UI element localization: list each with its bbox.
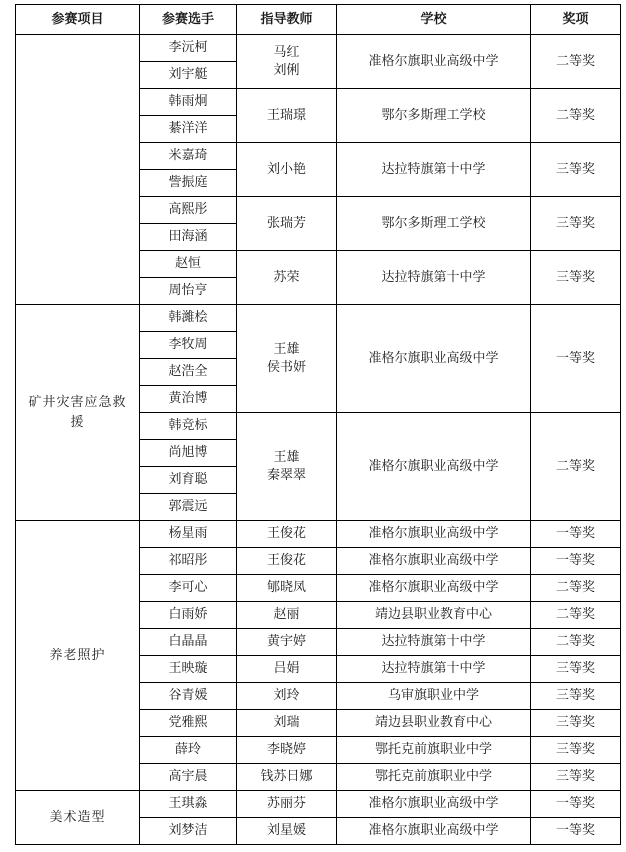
teacher-name: 王俊花 (266, 553, 306, 568)
school-name: 达拉特旗第十中学 (337, 656, 531, 683)
teacher-cell (237, 413, 337, 521)
teacher-cell (237, 656, 337, 683)
teacher-cell (237, 548, 337, 575)
teacher-cell (237, 683, 337, 710)
header-teacher: 指导教师 (237, 5, 337, 35)
event-cell (16, 521, 140, 791)
player-name: 党雅熙 (140, 710, 237, 737)
teacher-name: 刘小艳 (266, 161, 306, 177)
teacher-name: 刘玲 (273, 688, 300, 703)
school-name: 达拉特旗第十中学 (337, 629, 531, 656)
teacher-name: 苏荣 (273, 269, 300, 285)
teacher-name: 黄宇婷 (266, 634, 306, 649)
teacher-name: 刘瑞 (273, 715, 300, 730)
event-cell (16, 305, 140, 521)
player-name: 尚旭博 (140, 440, 237, 467)
table-row (16, 35, 621, 62)
player-name: 高熙彤 (140, 197, 237, 224)
teacher-name: 王雄 (273, 341, 300, 357)
player-name: 刘宇艇 (140, 62, 237, 89)
teacher-name: 李晓婷 (266, 742, 306, 757)
player-name: 白雨娇 (140, 602, 237, 629)
player-name: 高宇晨 (140, 764, 237, 791)
teacher-name: 钱苏日娜 (260, 769, 313, 784)
table-row (16, 305, 621, 332)
award-level: 三等奖 (531, 710, 621, 737)
teacher-name: 马红 (273, 44, 300, 60)
school-name: 靖边县职业教育中心 (337, 602, 531, 629)
teacher-name: 刘俐 (273, 62, 300, 78)
school-name: 准格尔旗职业高级中学 (337, 818, 531, 845)
player-name: 谷青媛 (140, 683, 237, 710)
player-name: 韩雨炯 (140, 89, 237, 116)
school-name: 乌审旗职业中学 (337, 683, 531, 710)
event-name: 美术造型 (49, 809, 106, 825)
school-name: 准格尔旗职业高级中学 (337, 305, 531, 413)
teacher-cell (237, 521, 337, 548)
teacher-cell (237, 197, 337, 251)
award-level: 三等奖 (531, 737, 621, 764)
teacher-cell (237, 602, 337, 629)
award-level: 三等奖 (531, 656, 621, 683)
player-name: 韩竞标 (140, 413, 237, 440)
player-name: 李沅柯 (140, 35, 237, 62)
player-name: 郭震远 (140, 494, 237, 521)
player-name: 李可心 (140, 575, 237, 602)
teacher-cell (237, 575, 337, 602)
school-name: 准格尔旗职业高级中学 (337, 413, 531, 521)
award-level: 二等奖 (531, 35, 621, 89)
player-name: 刘育聪 (140, 467, 237, 494)
award-level: 三等奖 (531, 197, 621, 251)
player-name: 韩濰桧 (140, 305, 237, 332)
school-name: 准格尔旗职业高级中学 (337, 575, 531, 602)
player-name: 刘梦洁 (140, 818, 237, 845)
header-school: 学校 (337, 5, 531, 35)
school-name: 鄂托克前旗职业中学 (337, 764, 531, 791)
player-name: 王映璇 (140, 656, 237, 683)
event-name: 养老照护 (49, 647, 106, 663)
award-level: 二等奖 (531, 575, 621, 602)
table-row (16, 791, 621, 818)
teacher-cell (237, 737, 337, 764)
award-level: 三等奖 (531, 764, 621, 791)
teacher-name: 王瑞璟 (266, 107, 306, 123)
school-name: 鄂托克前旗职业中学 (337, 737, 531, 764)
teacher-name: 张瑞芳 (266, 215, 306, 231)
teacher-cell (237, 764, 337, 791)
header-event: 参赛项目 (16, 5, 140, 35)
header-award: 奖项 (531, 5, 621, 35)
teacher-name: 王雄 (273, 449, 300, 465)
teacher-name: 赵丽 (273, 607, 300, 622)
teacher-cell (237, 251, 337, 305)
event-cell (16, 791, 140, 845)
award-level: 二等奖 (531, 629, 621, 656)
table-row (16, 521, 621, 548)
player-name: 祁昭彤 (140, 548, 237, 575)
event-name: 矿井灾害应急救援 (28, 394, 127, 430)
school-name: 达拉特旗第十中学 (337, 143, 531, 197)
teacher-name: 王俊花 (266, 526, 306, 541)
player-name: 綦洋洋 (140, 116, 237, 143)
award-level: 一等奖 (531, 548, 621, 575)
header-row (16, 5, 621, 35)
teacher-cell (237, 629, 337, 656)
school-name: 准格尔旗职业高级中学 (337, 548, 531, 575)
school-name: 准格尔旗职业高级中学 (337, 521, 531, 548)
player-name: 薛玲 (140, 737, 237, 764)
player-name: 米嘉琦 (140, 143, 237, 170)
teacher-cell (237, 710, 337, 737)
award-level: 一等奖 (531, 791, 621, 818)
teacher-name: 秦翠翠 (266, 467, 306, 483)
award-level: 一等奖 (531, 305, 621, 413)
teacher-name: 侯书妍 (266, 359, 306, 375)
player-name: 李牧周 (140, 332, 237, 359)
award-level: 二等奖 (531, 602, 621, 629)
award-level: 三等奖 (531, 683, 621, 710)
award-level: 三等奖 (531, 251, 621, 305)
player-name: 王琪淼 (140, 791, 237, 818)
school-name: 准格尔旗职业高级中学 (337, 35, 531, 89)
player-name: 訾振庭 (140, 170, 237, 197)
player-name: 杨星雨 (140, 521, 237, 548)
table-body (16, 35, 621, 845)
player-name: 白晶晶 (140, 629, 237, 656)
school-name: 准格尔旗职业高级中学 (337, 791, 531, 818)
player-name: 田海涵 (140, 224, 237, 251)
award-table (15, 4, 621, 845)
teacher-cell (237, 89, 337, 143)
teacher-name: 苏丽芬 (266, 796, 306, 811)
teacher-cell (237, 143, 337, 197)
award-level: 一等奖 (531, 818, 621, 845)
school-name: 鄂尔多斯理工学校 (337, 89, 531, 143)
player-name: 赵恒 (140, 251, 237, 278)
school-name: 靖边县职业教育中心 (337, 710, 531, 737)
teacher-name: 郇晓凤 (266, 580, 306, 595)
teacher-cell (237, 791, 337, 818)
award-level: 二等奖 (531, 413, 621, 521)
teacher-cell (237, 818, 337, 845)
teacher-cell (237, 35, 337, 89)
school-name: 达拉特旗第十中学 (337, 251, 531, 305)
school-name: 鄂尔多斯理工学校 (337, 197, 531, 251)
teacher-name: 刘星媛 (266, 823, 306, 838)
player-name: 黄治博 (140, 386, 237, 413)
award-level: 一等奖 (531, 521, 621, 548)
player-name: 周怡亨 (140, 278, 237, 305)
teacher-cell (237, 305, 337, 413)
event-cell (16, 35, 140, 305)
header-player: 参赛选手 (140, 5, 237, 35)
player-name: 赵浩全 (140, 359, 237, 386)
award-level: 二等奖 (531, 89, 621, 143)
award-level: 三等奖 (531, 143, 621, 197)
teacher-name: 吕娟 (273, 661, 300, 676)
